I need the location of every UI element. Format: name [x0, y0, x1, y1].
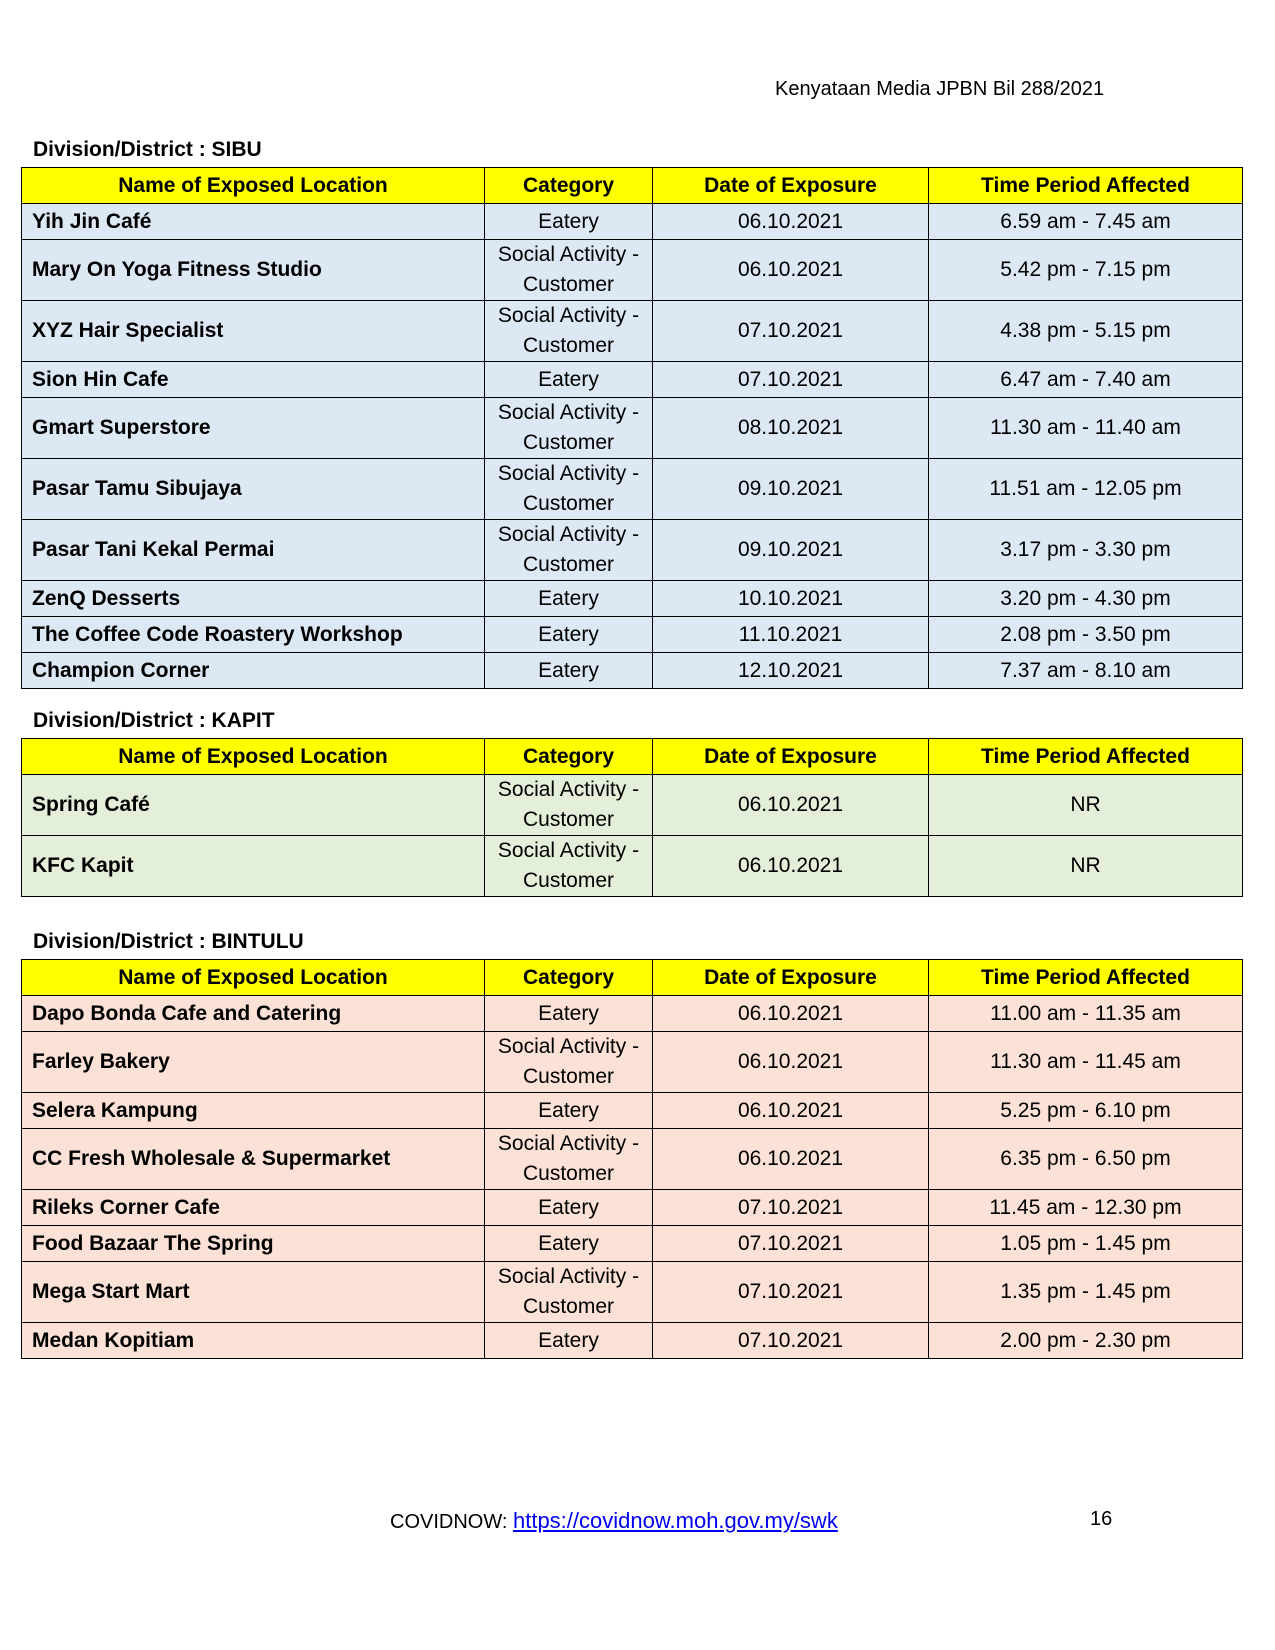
column-header-date: Date of Exposure — [653, 960, 929, 996]
location-name: Farley Bakery — [22, 1032, 485, 1093]
exposure-table — [21, 738, 1243, 897]
table-body — [22, 996, 1243, 1359]
column-header-date: Date of Exposure — [653, 168, 929, 204]
column-header-name: Name of Exposed Location — [22, 168, 485, 204]
time-period: 5.25 pm - 6.10 pm — [929, 1093, 1243, 1129]
column-header-name: Name of Exposed Location — [22, 739, 485, 775]
section-kapit — [21, 704, 1242, 897]
exposure-date: 07.10.2021 — [653, 1323, 929, 1359]
exposure-date: 11.10.2021 — [653, 617, 929, 653]
category: Social Activity - Customer — [485, 836, 653, 897]
column-header-time: Time Period Affected — [929, 739, 1243, 775]
table-row — [22, 301, 1243, 362]
location-name: The Coffee Code Roastery Workshop — [22, 617, 485, 653]
column-header-category: Category — [485, 168, 653, 204]
location-name: Rileks Corner Cafe — [22, 1190, 485, 1226]
time-period: 1.35 pm - 1.45 pm — [929, 1262, 1243, 1323]
category: Social Activity - Customer — [485, 398, 653, 459]
table-row — [22, 996, 1243, 1032]
exposure-date: 06.10.2021 — [653, 240, 929, 301]
category: Social Activity - Customer — [485, 520, 653, 581]
time-period: 11.30 am - 11.45 am — [929, 1032, 1243, 1093]
location-name: Spring Café — [22, 775, 485, 836]
time-period: 6.59 am - 7.45 am — [929, 204, 1243, 240]
exposure-date: 08.10.2021 — [653, 398, 929, 459]
column-header-category: Category — [485, 960, 653, 996]
time-period: 11.45 am - 12.30 pm — [929, 1190, 1243, 1226]
category: Eatery — [485, 362, 653, 398]
footer-label: COVIDNOW: — [390, 1511, 508, 1533]
time-period: 11.30 am - 11.40 am — [929, 398, 1243, 459]
category: Eatery — [485, 617, 653, 653]
category: Social Activity - Customer — [485, 1262, 653, 1323]
exposure-table — [21, 959, 1243, 1359]
time-period: 3.20 pm - 4.30 pm — [929, 581, 1243, 617]
section-title: Division/District : SIBU — [33, 138, 262, 161]
location-name: Mega Start Mart — [22, 1262, 485, 1323]
time-period: 11.00 am - 11.35 am — [929, 996, 1243, 1032]
location-name: Pasar Tamu Sibujaya — [22, 459, 485, 520]
location-name: Mary On Yoga Fitness Studio — [22, 240, 485, 301]
time-period: 7.37 am - 8.10 am — [929, 653, 1243, 689]
column-header-date: Date of Exposure — [653, 739, 929, 775]
page-number: 16 — [1090, 1508, 1113, 1530]
section-bintulu — [21, 925, 1242, 1359]
category: Eatery — [485, 1190, 653, 1226]
time-period: 2.00 pm - 2.30 pm — [929, 1323, 1243, 1359]
time-period: 4.38 pm - 5.15 pm — [929, 301, 1243, 362]
exposure-date: 06.10.2021 — [653, 1032, 929, 1093]
exposure-date: 06.10.2021 — [653, 836, 929, 897]
table-row — [22, 653, 1243, 689]
location-name: Champion Corner — [22, 653, 485, 689]
table-header-row — [22, 960, 1243, 996]
location-name: Sion Hin Cafe — [22, 362, 485, 398]
document-reference: Kenyataan Media JPBN Bil 288/2021 — [775, 78, 1105, 100]
exposure-date: 07.10.2021 — [653, 1226, 929, 1262]
table-row — [22, 1129, 1243, 1190]
exposure-date: 10.10.2021 — [653, 581, 929, 617]
exposure-date: 06.10.2021 — [653, 775, 929, 836]
category: Eatery — [485, 204, 653, 240]
exposure-date: 07.10.2021 — [653, 1262, 929, 1323]
time-period: 3.17 pm - 3.30 pm — [929, 520, 1243, 581]
location-name: Dapo Bonda Cafe and Catering — [22, 996, 485, 1032]
category: Social Activity - Customer — [485, 301, 653, 362]
exposure-date: 06.10.2021 — [653, 1093, 929, 1129]
table-body — [22, 204, 1243, 689]
covidnow-link[interactable]: https://covidnow.moh.gov.my/swk — [512, 1508, 838, 1533]
column-header-time: Time Period Affected — [929, 168, 1243, 204]
category: Eatery — [485, 1226, 653, 1262]
time-period: 1.05 pm - 1.45 pm — [929, 1226, 1243, 1262]
time-period: 2.08 pm - 3.50 pm — [929, 617, 1243, 653]
table-header-row — [22, 168, 1243, 204]
section-title: Division/District : BINTULU — [33, 930, 304, 953]
table-row — [22, 398, 1243, 459]
table-row — [22, 1262, 1243, 1323]
location-name: XYZ Hair Specialist — [22, 301, 485, 362]
table-row — [22, 1093, 1243, 1129]
location-name: Gmart Superstore — [22, 398, 485, 459]
category: Eatery — [485, 653, 653, 689]
exposure-date: 06.10.2021 — [653, 204, 929, 240]
table-row — [22, 581, 1243, 617]
exposure-date: 09.10.2021 — [653, 520, 929, 581]
table-row — [22, 617, 1243, 653]
category: Social Activity - Customer — [485, 1032, 653, 1093]
time-period: 11.51 am - 12.05 pm — [929, 459, 1243, 520]
time-period: 5.42 pm - 7.15 pm — [929, 240, 1243, 301]
location-name: Yih Jin Café — [22, 204, 485, 240]
table-row — [22, 775, 1243, 836]
table-row — [22, 1323, 1243, 1359]
location-name: Pasar Tani Kekal Permai — [22, 520, 485, 581]
location-name: Medan Kopitiam — [22, 1323, 485, 1359]
category: Social Activity - Customer — [485, 459, 653, 520]
exposure-date: 06.10.2021 — [653, 1129, 929, 1190]
time-period: 6.47 am - 7.40 am — [929, 362, 1243, 398]
table-row — [22, 1226, 1243, 1262]
table-row — [22, 836, 1243, 897]
location-name: Food Bazaar The Spring — [22, 1226, 485, 1262]
location-name: ZenQ Desserts — [22, 581, 485, 617]
table-header-row — [22, 739, 1243, 775]
exposure-date: 07.10.2021 — [653, 301, 929, 362]
category: Social Activity - Customer — [485, 240, 653, 301]
time-period: NR — [929, 836, 1243, 897]
table-body — [22, 775, 1243, 897]
time-period: 6.35 pm - 6.50 pm — [929, 1129, 1243, 1190]
exposure-date: 06.10.2021 — [653, 996, 929, 1032]
table-row — [22, 1190, 1243, 1226]
location-name: KFC Kapit — [22, 836, 485, 897]
category: Social Activity - Customer — [485, 1129, 653, 1190]
category: Eatery — [485, 1323, 653, 1359]
category: Eatery — [485, 1093, 653, 1129]
section-sibu — [21, 133, 1242, 689]
table-row — [22, 240, 1243, 301]
category: Social Activity - Customer — [485, 775, 653, 836]
exposure-date: 12.10.2021 — [653, 653, 929, 689]
section-title: Division/District : KAPIT — [33, 709, 275, 732]
table-row — [22, 204, 1243, 240]
column-header-time: Time Period Affected — [929, 960, 1243, 996]
category: Eatery — [485, 996, 653, 1032]
table-row — [22, 520, 1243, 581]
exposure-table — [21, 167, 1243, 689]
time-period: NR — [929, 775, 1243, 836]
table-row — [22, 459, 1243, 520]
table-row — [22, 362, 1243, 398]
category: Eatery — [485, 581, 653, 617]
location-name: Selera Kampung — [22, 1093, 485, 1129]
location-name: CC Fresh Wholesale & Supermarket — [22, 1129, 485, 1190]
column-header-category: Category — [485, 739, 653, 775]
exposure-date: 07.10.2021 — [653, 1190, 929, 1226]
table-row — [22, 1032, 1243, 1093]
exposure-date: 09.10.2021 — [653, 459, 929, 520]
exposure-date: 07.10.2021 — [653, 362, 929, 398]
column-header-name: Name of Exposed Location — [22, 960, 485, 996]
footer — [390, 1508, 838, 1534]
